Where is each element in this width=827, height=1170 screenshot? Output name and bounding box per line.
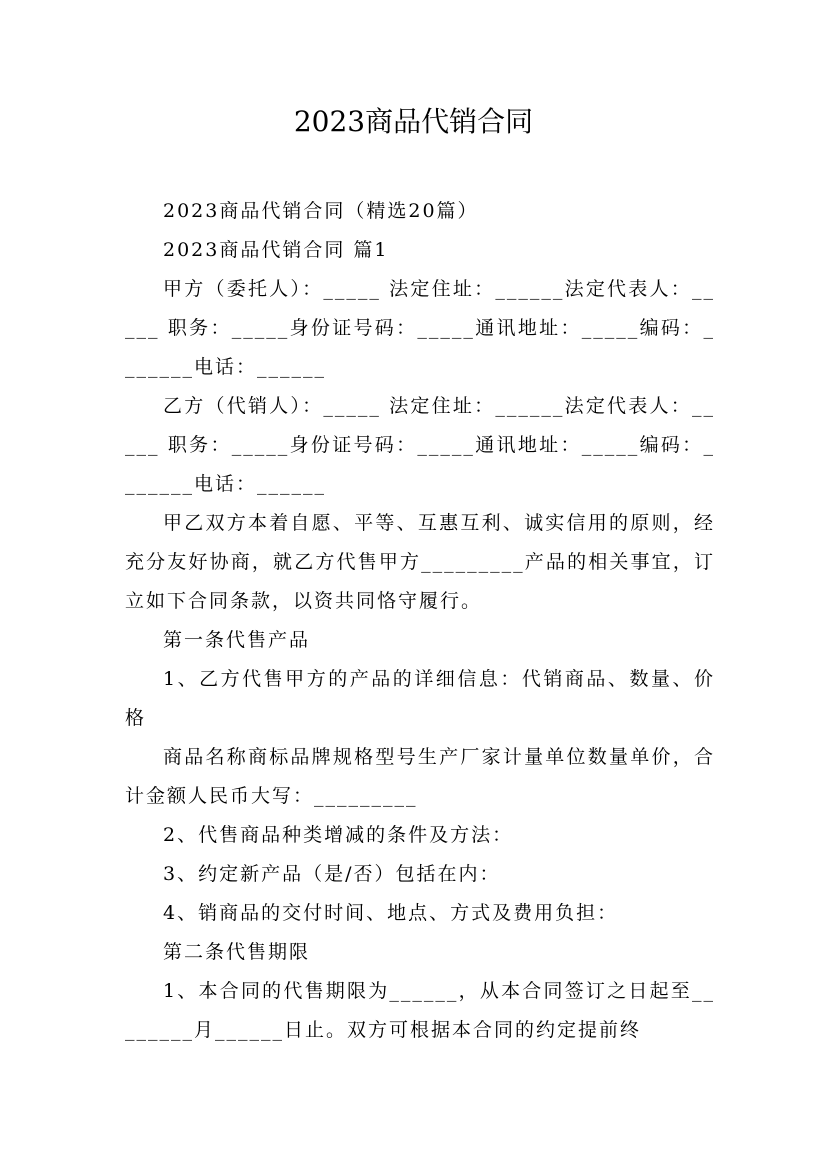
paragraph-party-a: 甲方（委托人）：_____ 法定住址：______法定代表人：_____ 职务：_____身份证号码：_____通讯地址：_____编码：_______电话：______ bbox=[125, 278, 715, 378]
paragraph-article-1-item-2: 2、代售商品种类增减的条件及方法： bbox=[163, 824, 514, 846]
paragraph-preamble: 甲乙双方本着自愿、平等、互惠互利、诚实信用的原则，经充分友好协商，就乙方代售甲方_________产品的相关事宜，订立如下合同条款，以资共同恪守履行。 bbox=[125, 512, 715, 612]
paragraph-article-1-item-1: 1、乙方代售甲方的产品的详细信息：代销商品、数量、价格 bbox=[125, 668, 715, 729]
paragraph-article-2-heading: 第二条代售期限 bbox=[163, 941, 311, 963]
paragraph-article-1-heading: 第一条代售产品 bbox=[163, 629, 311, 651]
document-body bbox=[125, 192, 715, 1050]
paragraph-party-b: 乙方（代销人）：_____ 法定住址：______法定代表人：_____ 职务：_____身份证号码：_____通讯地址：_____编码：_______电话：______ bbox=[125, 395, 715, 495]
paragraph-subtitle: 2023商品代销合同（精选20篇） bbox=[163, 200, 479, 222]
paragraph-article-1-item-3: 3、约定新产品（是/否）包括在内： bbox=[163, 863, 501, 885]
document-title: 2023商品代销合同 bbox=[293, 105, 534, 138]
paragraph-section-heading: 2023商品代销合同 篇1 bbox=[163, 239, 389, 261]
paragraph-product-details: 商品名称商标品牌规格型号生产厂家计量单位数量单价，合计金额人民币大写：_________ bbox=[125, 746, 715, 807]
paragraph-article-2-item-1: 1、本合同的代售期限为______，从本合同签订之日起至________月______日止。双方可根据本合同的约定提前终 bbox=[125, 980, 715, 1041]
paragraph-article-1-item-4: 4、销商品的交付时间、地点、方式及费用负担： bbox=[163, 902, 619, 924]
